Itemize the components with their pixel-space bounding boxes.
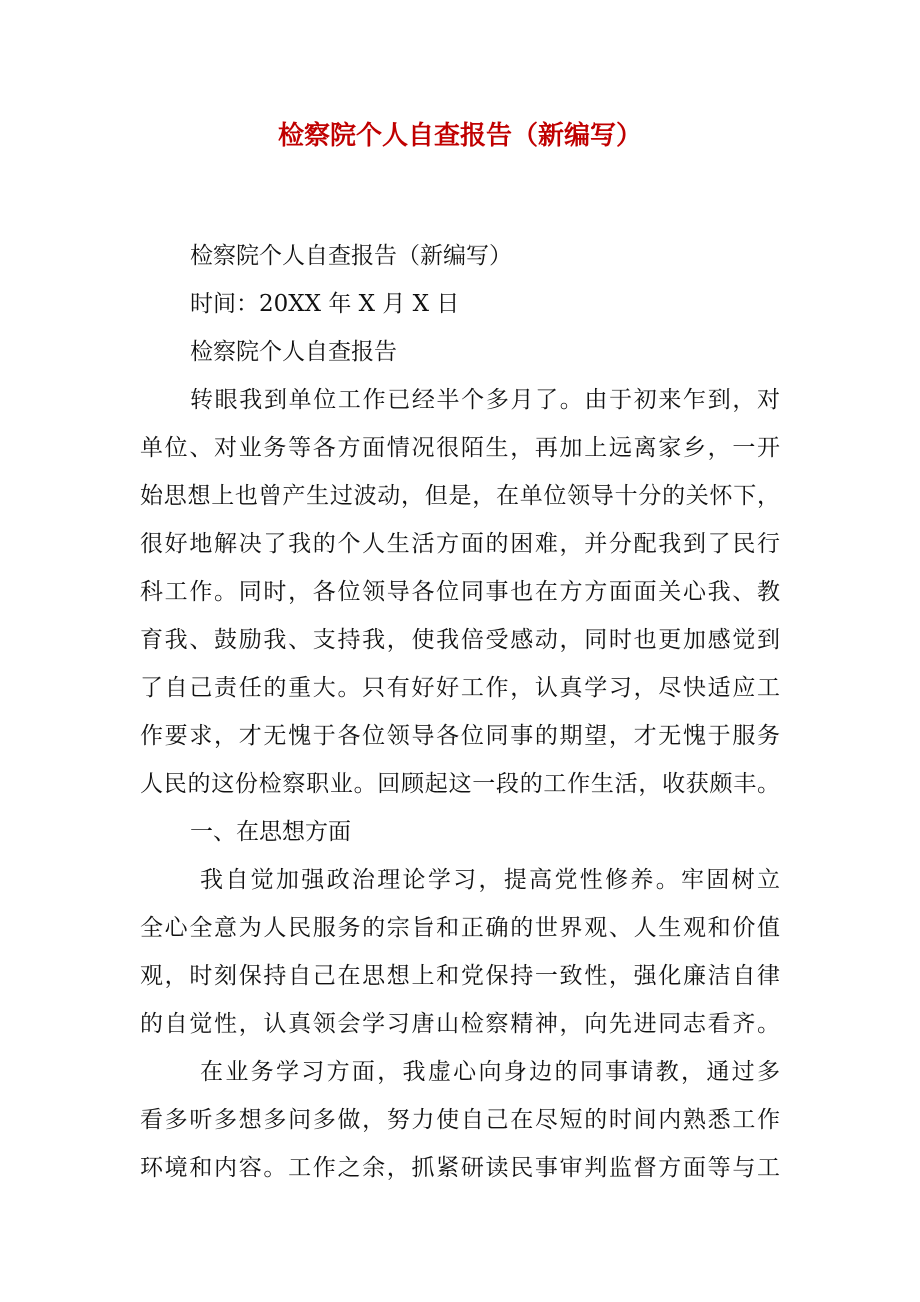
paragraph-line: 育我、鼓励我、支持我，使我倍受感动，同时也更加感觉到 bbox=[140, 627, 780, 653]
paragraph-line: 全心全意为人民服务的宗旨和正确的世界观、人生观和价值 bbox=[140, 915, 780, 941]
paragraph-line: 始思想上也曾产生过波动，但是，在单位领导十分的关怀下， bbox=[140, 483, 780, 509]
section-heading: 一、在思想方面 bbox=[190, 819, 351, 845]
paragraph-line: 很好地解决了我的个人生活方面的困难，并分配我到了民行 bbox=[140, 531, 780, 557]
paragraph-line: 在业务学习方面，我虚心向身边的同事请教，通过多 bbox=[200, 1059, 780, 1085]
paragraph-line: 人民的这份检察职业。回顾起这一段的工作生活，收获颇丰。 bbox=[140, 771, 780, 797]
paragraph-line: 观，时刻保持自己在思想上和党保持一致性，强化廉洁自律 bbox=[140, 963, 780, 989]
paragraph-line: 环境和内容。工作之余，抓紧研读民事审判监督方面等与工 bbox=[140, 1155, 780, 1181]
document-title: 检察院个人自查报告（新编写） bbox=[277, 121, 642, 151]
paragraph-line: 单位、对业务等各方面情况很陌生，再加上远离家乡，一开 bbox=[140, 435, 780, 461]
paragraph-line: 我自觉加强政治理论学习，提高党性修养。牢固树立 bbox=[200, 867, 780, 893]
paragraph-line: 科工作。同时，各位领导各位同事也在方方面面关心我、教 bbox=[140, 579, 780, 605]
paragraph-line: 了自己责任的重大。只有好好工作，认真学习，尽快适应工 bbox=[140, 675, 780, 701]
paragraph-line: 作要求，才无愧于各位领导各位同事的期望，才无愧于服务 bbox=[140, 723, 780, 749]
report-heading: 检察院个人自查报告 bbox=[190, 339, 397, 365]
date-line: 时间：20XX 年 X 月 X 日 bbox=[190, 291, 460, 317]
paragraph-line: 看多听多想多问多做，努力使自己在尽短的时间内熟悉工作 bbox=[140, 1107, 780, 1133]
paragraph-line: 转眼我到单位工作已经半个多月了。由于初来乍到，对 bbox=[190, 387, 780, 413]
paragraph-line: 的自觉性，认真领会学习唐山检察精神，向先进同志看齐。 bbox=[140, 1011, 780, 1037]
subtitle-line: 检察院个人自查报告（新编写） bbox=[190, 243, 512, 269]
